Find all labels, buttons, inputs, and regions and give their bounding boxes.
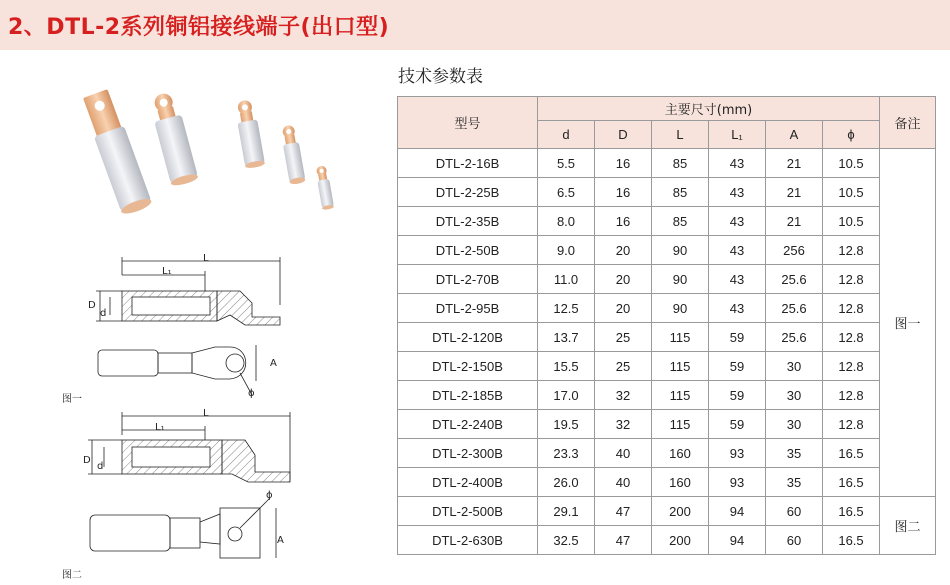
cell-model: DTL-2-50B [398, 236, 538, 265]
dim-phi-fig2: ϕ [266, 490, 273, 501]
cell-D: 40 [595, 439, 652, 468]
cell-L: 90 [652, 265, 709, 294]
cell-A: 30 [766, 410, 823, 439]
header-dim-d: d [538, 121, 595, 149]
cell-L: 115 [652, 352, 709, 381]
cell-L: 115 [652, 381, 709, 410]
dim-D-fig2: D [83, 455, 91, 466]
cell-L1: 94 [709, 497, 766, 526]
cell-D: 47 [595, 497, 652, 526]
cell-model: DTL-2-120B [398, 323, 538, 352]
cell-A: 25.6 [766, 294, 823, 323]
cell-D: 20 [595, 236, 652, 265]
lug-large [80, 88, 153, 216]
cell-A: 21 [766, 207, 823, 236]
dim-phi-fig1: ϕ [248, 388, 255, 399]
cell-model: DTL-2-16B [398, 149, 538, 178]
cell-phi: 12.8 [823, 381, 880, 410]
header-note: 备注 [880, 97, 936, 149]
cell-L: 90 [652, 294, 709, 323]
cell-model: DTL-2-70B [398, 265, 538, 294]
spec-table [397, 96, 936, 555]
cell-d: 15.5 [538, 352, 595, 381]
header-model: 型号 [398, 97, 538, 149]
cell-L: 85 [652, 149, 709, 178]
cell-phi: 10.5 [823, 178, 880, 207]
figure-1-drawing [80, 255, 310, 405]
dim-L-fig2: L [203, 408, 209, 419]
cell-A: 256 [766, 236, 823, 265]
lug-medium-large [148, 90, 199, 187]
cell-d: 23.3 [538, 439, 595, 468]
table-row [398, 323, 936, 352]
cell-d: 17.0 [538, 381, 595, 410]
lug-small [280, 124, 306, 185]
cell-L: 85 [652, 178, 709, 207]
cell-phi: 12.8 [823, 323, 880, 352]
cell-L: 90 [652, 236, 709, 265]
cell-model: DTL-2-25B [398, 178, 538, 207]
cell-model: DTL-2-95B [398, 294, 538, 323]
table-row [398, 149, 936, 178]
cell-d: 19.5 [538, 410, 595, 439]
table-row [398, 265, 936, 294]
header-dim-A: A [766, 121, 823, 149]
header-dim-phi: ϕ [823, 121, 880, 149]
dim-L-fig1: L [203, 253, 209, 264]
cell-L: 85 [652, 207, 709, 236]
cell-d: 9.0 [538, 236, 595, 265]
cell-L: 200 [652, 526, 709, 555]
cell-A: 60 [766, 497, 823, 526]
cell-phi: 12.8 [823, 265, 880, 294]
cell-L1: 43 [709, 265, 766, 294]
table-row [398, 497, 936, 526]
cell-L1: 43 [709, 236, 766, 265]
header-dim-D: D [595, 121, 652, 149]
cell-L1: 43 [709, 207, 766, 236]
cell-phi: 16.5 [823, 439, 880, 468]
header-dim-L1: L₁ [709, 121, 766, 149]
cell-A: 21 [766, 178, 823, 207]
cell-D: 16 [595, 149, 652, 178]
cell-phi: 10.5 [823, 149, 880, 178]
cell-phi: 10.5 [823, 207, 880, 236]
header-dim-L: L [652, 121, 709, 149]
cell-d: 8.0 [538, 207, 595, 236]
cell-model: DTL-2-150B [398, 352, 538, 381]
cell-phi: 16.5 [823, 497, 880, 526]
cell-L: 200 [652, 497, 709, 526]
cell-model: DTL-2-35B [398, 207, 538, 236]
dim-L1-fig1: L₁ [162, 266, 172, 277]
cell-d: 13.7 [538, 323, 595, 352]
table-row [398, 236, 936, 265]
figure-2-label: 图二 [62, 570, 82, 581]
dim-L1-fig2: L₁ [155, 422, 165, 433]
cell-model: DTL-2-400B [398, 468, 538, 497]
page-title: 2、DTL-2系列铜铝接线端子(出口型) [8, 15, 390, 40]
cell-L1: 59 [709, 352, 766, 381]
note-group-1: 图一 [880, 149, 936, 497]
figure-1-label: 图一 [62, 394, 82, 405]
cell-D: 25 [595, 323, 652, 352]
cell-D: 20 [595, 265, 652, 294]
cell-d: 5.5 [538, 149, 595, 178]
cell-L1: 43 [709, 149, 766, 178]
cell-D: 20 [595, 294, 652, 323]
table-row [398, 294, 936, 323]
product-photo [55, 88, 355, 238]
cell-L: 115 [652, 410, 709, 439]
cell-d: 26.0 [538, 468, 595, 497]
cell-L: 115 [652, 323, 709, 352]
table-row [398, 468, 936, 497]
cell-A: 30 [766, 381, 823, 410]
dim-d-fig2: d [97, 461, 104, 472]
lug-medium [234, 99, 266, 169]
cell-model: DTL-2-185B [398, 381, 538, 410]
cell-phi: 12.8 [823, 294, 880, 323]
cell-D: 16 [595, 207, 652, 236]
cell-L1: 59 [709, 381, 766, 410]
cell-L1: 59 [709, 323, 766, 352]
cell-D: 32 [595, 410, 652, 439]
cell-A: 25.6 [766, 323, 823, 352]
dim-d-fig1: d [100, 308, 107, 319]
cell-d: 11.0 [538, 265, 595, 294]
cell-model: DTL-2-300B [398, 439, 538, 468]
cell-D: 47 [595, 526, 652, 555]
header-main-dims: 主要尺寸(mm) [538, 97, 880, 121]
spec-table-body [398, 149, 936, 555]
cell-A: 21 [766, 149, 823, 178]
cell-L1: 59 [709, 410, 766, 439]
lug-tiny [315, 165, 334, 210]
cell-d: 32.5 [538, 526, 595, 555]
section-title: 技术参数表 [398, 67, 483, 87]
cell-L1: 94 [709, 526, 766, 555]
cell-L1: 93 [709, 439, 766, 468]
dim-A-fig2: A [277, 535, 284, 546]
cell-D: 16 [595, 178, 652, 207]
cell-model: DTL-2-500B [398, 497, 538, 526]
cell-L1: 43 [709, 178, 766, 207]
cell-L1: 43 [709, 294, 766, 323]
cell-L1: 93 [709, 468, 766, 497]
cell-L: 160 [652, 439, 709, 468]
cell-D: 40 [595, 468, 652, 497]
table-row [398, 178, 936, 207]
cell-A: 35 [766, 439, 823, 468]
cell-d: 6.5 [538, 178, 595, 207]
cell-A: 30 [766, 352, 823, 381]
dim-D-fig1: D [88, 300, 96, 311]
table-row [398, 410, 936, 439]
cell-d: 12.5 [538, 294, 595, 323]
table-row [398, 381, 936, 410]
cell-model: DTL-2-240B [398, 410, 538, 439]
cell-model: DTL-2-630B [398, 526, 538, 555]
table-row [398, 526, 936, 555]
table-row [398, 439, 936, 468]
cell-phi: 16.5 [823, 526, 880, 555]
cell-A: 25.6 [766, 265, 823, 294]
note-group-2: 图二 [880, 497, 936, 555]
cell-d: 29.1 [538, 497, 595, 526]
cell-phi: 12.8 [823, 352, 880, 381]
cell-A: 35 [766, 468, 823, 497]
cell-L: 160 [652, 468, 709, 497]
cell-A: 60 [766, 526, 823, 555]
table-row [398, 207, 936, 236]
figure-2-drawing [80, 410, 310, 575]
cell-phi: 12.8 [823, 410, 880, 439]
cell-phi: 12.8 [823, 236, 880, 265]
cell-phi: 16.5 [823, 468, 880, 497]
dim-A-fig1: A [270, 358, 277, 369]
cell-D: 25 [595, 352, 652, 381]
table-row [398, 352, 936, 381]
cell-D: 32 [595, 381, 652, 410]
